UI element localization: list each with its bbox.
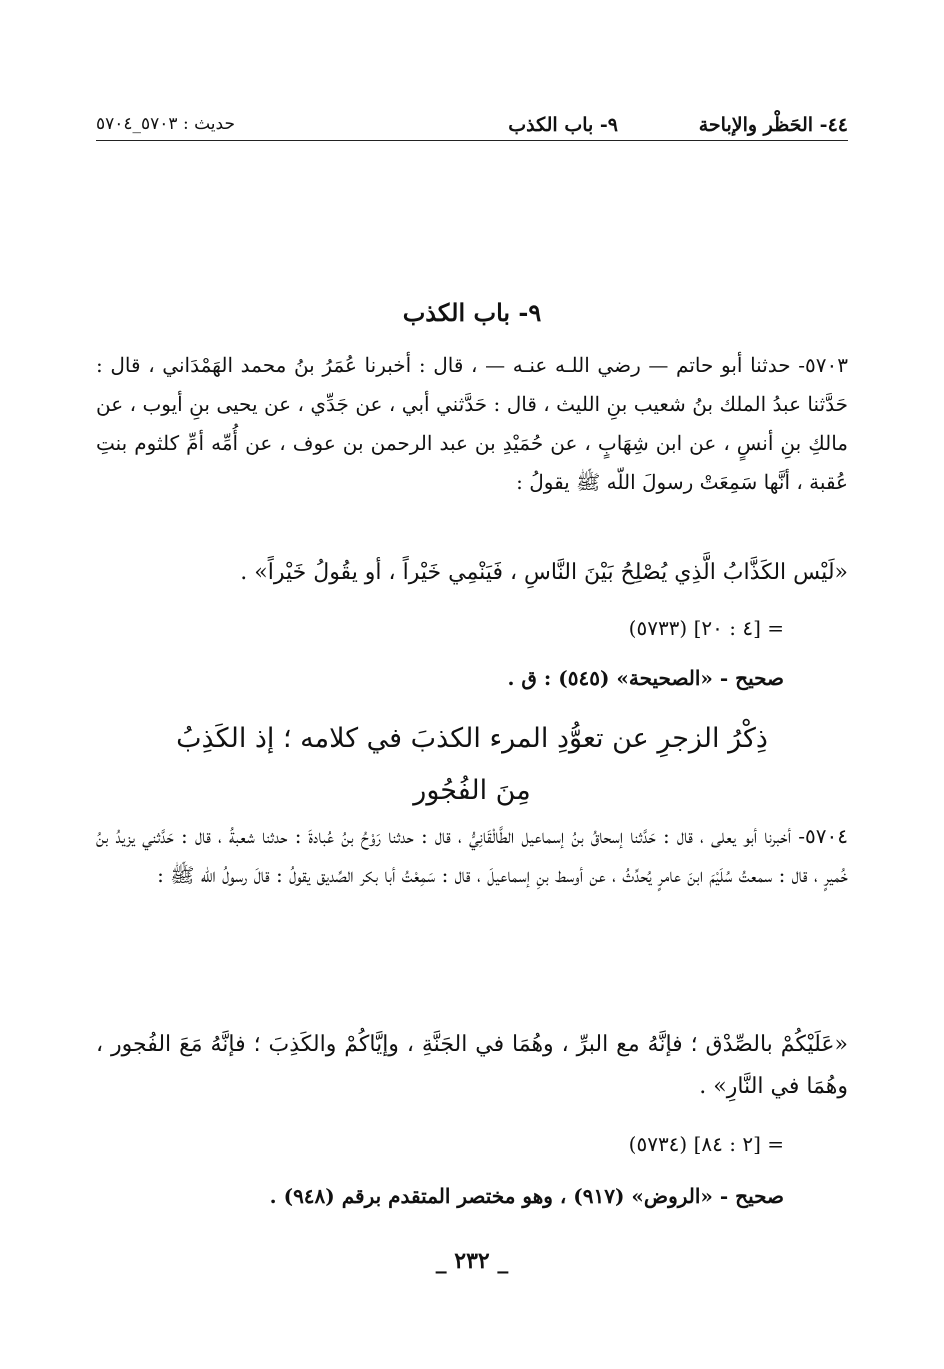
header-hadith-range: حديث : ٥٧٠٣_٥٧٠٤ (96, 114, 235, 134)
hadith-5703-reference: = [٤ : ٢٠] (٥٧٣٣) (628, 616, 784, 640)
hadith-5703-quote: «لَيْس الكَذَّابُ الَّذِي يُصْلِحُ بَيْنَ النَّاسِ ، فَيَنْمِي خَيْراً ، أو يقُولُ خَيْراً» . (240, 560, 848, 585)
page-number: _ ٢٣٢ _ (435, 1248, 509, 1274)
subsection-title-line1: ذِكْرُ الزجرِ عن تعوُّدِ المرء الكذبَ في كلامه ؛ إذ الكَذِبُ (176, 723, 768, 754)
section-title: ٩- باب الكذب (402, 298, 542, 327)
hadith-5704-grade: صحيح - «الروض» (٩١٧) ، وهو مختصر المتقدم برقم (٩٤٨) . (269, 1184, 784, 1208)
hadith-5704-chain: ٥٧٠٤- أخبرنا أبو يعلى ، قال : حَدَّثنا إسحاقُ بنُ إسماعيل الطَّالْقَانِيُّ ، قال : حدثنا رَوْحُ بنُ عُبادةَ : حدثنا شعبةُ ، قال : حَدَّثني يزيدُ بنُ خُميرٍ ، قال : سمعتُ سُلَيْمَ ابنَ عامرٍ يُحدِّثُ ، عن أوسط بنِ إسماعيلَ ، قال : سَمِعْتُ أبا بكر الصِّديق يقولُ : قالَ رسولُ اللّه ﷺ : (96, 824, 848, 887)
hadith-5704-reference: = [٢ : ٨٤] (٥٧٣٤) (628, 1132, 784, 1156)
header-section-title: ٩- باب الكذب (508, 114, 618, 136)
hadith-5703-chain: ٥٧٠٣- حدثنا أبو حاتم — رضي اللـه عنـه — ، قال : أخبرنا عُمَرُ بنُ محمد الهَمْدَاني ، قال : حَدَّثنا عبدُ الملك بنُ شعيب بنِ الليث ، قال : حَدَّثني أبي ، عن جَدِّي ، عن يحيى بنِ أيوب ، عن مالكِ بنِ أنسٍ ، عن ابن شِهَابٍ ، عن حُمَيْدِ بن عبد الرحمن بن عوف ، عن أُمِّه أمِّ كلثوم بنتِ عُقبة ، أنَّها سَمِعَتْ رسولَ اللّه ﷺ يقولُ : (96, 353, 848, 494)
hadith-5703-grade: صحيح - «الصحيحة» (٥٤٥) : ق . (507, 666, 784, 690)
hadith-5704-quote: «عَلَيْكُمْ بالصِّدْق ؛ فإنَّهُ مع البرِّ ، وهُمَا في الجَنَّةِ ، وإيَّاكُمْ والكَذِبَ ؛ فإنَّهُ مَعَ الفُجور ، وهُمَا في النَّارِ» . (96, 1032, 848, 1099)
subsection-title-line2: مِنَ الفُجُور (413, 775, 531, 806)
running-header (96, 110, 848, 141)
header-chapter-title: ٤٤- الحَظْر والإباحة (698, 114, 848, 136)
